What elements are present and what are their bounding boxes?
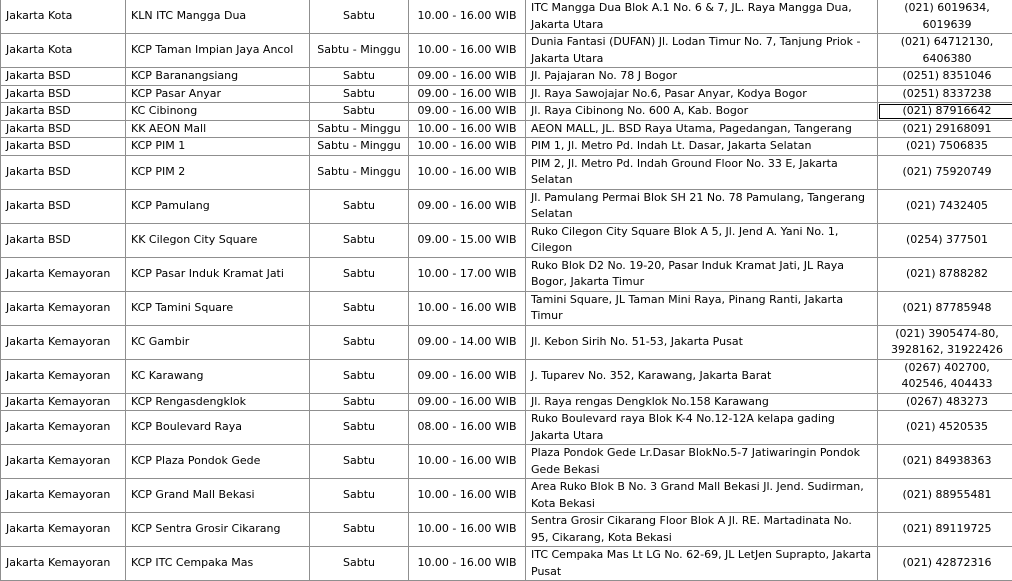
- region-cell[interactable]: Jakarta Kemayoran: [1, 479, 126, 513]
- days-cell[interactable]: Sabtu - Minggu: [310, 138, 409, 156]
- address-cell[interactable]: Tamini Square, JL Taman Mini Raya, Pinang Ranti, Jakarta Timur: [526, 291, 878, 325]
- days-cell[interactable]: Sabtu: [310, 257, 409, 291]
- hours-cell[interactable]: 10.00 - 16.00 WIB: [409, 120, 526, 138]
- phone-cell[interactable]: (021) 29168091: [878, 120, 1012, 138]
- table-row: [1, 325, 1012, 359]
- days-cell[interactable]: Sabtu: [310, 85, 409, 103]
- table-row: [1, 257, 1012, 291]
- table-row: [1, 120, 1012, 138]
- branch-cell[interactable]: KCP Plaza Pondok Gede: [126, 445, 310, 479]
- days-cell[interactable]: Sabtu: [310, 291, 409, 325]
- days-cell[interactable]: Sabtu: [310, 393, 409, 411]
- phone-cell[interactable]: (021) 88955481: [878, 479, 1012, 513]
- hours-cell[interactable]: 10.00 - 16.00 WIB: [409, 479, 526, 513]
- address-cell[interactable]: PIM 2, Jl. Metro Pd. Indah Ground Floor No. 33 E, Jakarta Selatan: [526, 155, 878, 189]
- phone-cell[interactable]: (021) 42872316: [878, 547, 1012, 581]
- region-cell[interactable]: Jakarta Kemayoran: [1, 411, 126, 445]
- phone-cell[interactable]: (021) 7432405: [878, 189, 1012, 223]
- phone-cell[interactable]: (0254) 377501: [878, 223, 1012, 257]
- hours-cell[interactable]: 09.00 - 16.00 WIB: [409, 393, 526, 411]
- branch-cell[interactable]: KC Gambir: [126, 325, 310, 359]
- phone-cell[interactable]: (021) 89119725: [878, 513, 1012, 547]
- branch-cell[interactable]: KCP Boulevard Raya: [126, 411, 310, 445]
- days-cell[interactable]: Sabtu: [310, 223, 409, 257]
- hours-cell[interactable]: 10.00 - 16.00 WIB: [409, 138, 526, 156]
- table-row: [1, 291, 1012, 325]
- address-cell[interactable]: Jl. Kebon Sirih No. 51-53, Jakarta Pusat: [526, 325, 878, 359]
- table-row: [1, 359, 1012, 393]
- phone-cell[interactable]: (021) 8788282: [878, 257, 1012, 291]
- phone-cell[interactable]: (021) 84938363: [878, 445, 1012, 479]
- days-cell[interactable]: Sabtu - Minggu: [310, 34, 409, 68]
- table-body: [1, 0, 1012, 581]
- days-cell[interactable]: Sabtu: [310, 513, 409, 547]
- days-cell[interactable]: Sabtu: [310, 359, 409, 393]
- phone-cell[interactable]: (021) 6019634, 6019639: [878, 0, 1012, 34]
- days-cell[interactable]: Sabtu - Minggu: [310, 155, 409, 189]
- phone-cell[interactable]: (021) 64712130, 6406380: [878, 34, 1012, 68]
- hours-cell[interactable]: 10.00 - 16.00 WIB: [409, 155, 526, 189]
- region-cell[interactable]: Jakarta BSD: [1, 155, 126, 189]
- branch-cell[interactable]: KCP Taman Impian Jaya Ancol: [126, 34, 310, 68]
- days-cell[interactable]: Sabtu: [310, 445, 409, 479]
- region-cell[interactable]: Jakarta BSD: [1, 68, 126, 86]
- branch-cell[interactable]: KCP Pamulang: [126, 189, 310, 223]
- branch-cell[interactable]: KC Karawang: [126, 359, 310, 393]
- table-row: [1, 445, 1012, 479]
- branch-cell[interactable]: KCP ITC Cempaka Mas: [126, 547, 310, 581]
- branch-cell[interactable]: KCP Rengasdengklok: [126, 393, 310, 411]
- hours-cell[interactable]: 09.00 - 15.00 WIB: [409, 223, 526, 257]
- region-cell[interactable]: Jakarta BSD: [1, 223, 126, 257]
- address-cell[interactable]: Jl. Raya Cibinong No. 600 A, Kab. Bogor: [526, 103, 878, 121]
- phone-cell[interactable]: (0251) 8337238: [878, 85, 1012, 103]
- branch-cell[interactable]: KLN ITC Mangga Dua: [126, 0, 310, 34]
- table-row: [1, 479, 1012, 513]
- branch-cell[interactable]: KC Cibinong: [126, 103, 310, 121]
- hours-cell[interactable]: 09.00 - 16.00 WIB: [409, 189, 526, 223]
- region-cell[interactable]: Jakarta BSD: [1, 138, 126, 156]
- address-cell[interactable]: ITC Mangga Dua Blok A.1 No. 6 & 7, JL. Raya Mangga Dua, Jakarta Utara: [526, 0, 878, 34]
- region-cell[interactable]: Jakarta Kemayoran: [1, 445, 126, 479]
- hours-cell[interactable]: 10.00 - 16.00 WIB: [409, 0, 526, 34]
- table-row: [1, 223, 1012, 257]
- table-row: [1, 155, 1012, 189]
- branch-cell[interactable]: KCP PIM 2: [126, 155, 310, 189]
- days-cell[interactable]: Sabtu: [310, 189, 409, 223]
- phone-cell[interactable]: (021) 75920749: [878, 155, 1012, 189]
- region-cell[interactable]: Jakarta Kemayoran: [1, 393, 126, 411]
- address-cell[interactable]: Dunia Fantasi (DUFAN) Jl. Lodan Timur No. 7, Tanjung Priok - Jakarta Utara: [526, 34, 878, 68]
- hours-cell[interactable]: 10.00 - 16.00 WIB: [409, 547, 526, 581]
- hours-cell[interactable]: 09.00 - 16.00 WIB: [409, 103, 526, 121]
- hours-cell[interactable]: 10.00 - 17.00 WIB: [409, 257, 526, 291]
- branch-cell[interactable]: KK Cilegon City Square: [126, 223, 310, 257]
- branch-cell[interactable]: KCP Pasar Anyar: [126, 85, 310, 103]
- days-cell[interactable]: Sabtu: [310, 68, 409, 86]
- branch-cell[interactable]: KCP Baranangsiang: [126, 68, 310, 86]
- region-cell[interactable]: Jakarta BSD: [1, 85, 126, 103]
- region-cell[interactable]: Jakarta Kemayoran: [1, 513, 126, 547]
- hours-cell[interactable]: 10.00 - 16.00 WIB: [409, 34, 526, 68]
- phone-cell[interactable]: (021) 3905474-80, 3928162, 31922426: [878, 325, 1012, 359]
- table-row: [1, 513, 1012, 547]
- days-cell[interactable]: Sabtu: [310, 325, 409, 359]
- branch-cell[interactable]: KCP Grand Mall Bekasi: [126, 479, 310, 513]
- phone-cell[interactable]: (0267) 402700, 402546, 404433: [878, 359, 1012, 393]
- region-cell[interactable]: Jakarta Kemayoran: [1, 291, 126, 325]
- region-cell[interactable]: Jakarta Kemayoran: [1, 325, 126, 359]
- days-cell[interactable]: Sabtu: [310, 103, 409, 121]
- region-cell[interactable]: Jakarta BSD: [1, 189, 126, 223]
- branch-cell[interactable]: KCP Pasar Induk Kramat Jati: [126, 257, 310, 291]
- table-row: [1, 393, 1012, 411]
- table-row: [1, 103, 1012, 121]
- phone-cell[interactable]: (021) 87785948: [878, 291, 1012, 325]
- table-row: [1, 34, 1012, 68]
- branch-cell[interactable]: KCP PIM 1: [126, 138, 310, 156]
- hours-cell[interactable]: 10.00 - 16.00 WIB: [409, 291, 526, 325]
- phone-cell[interactable]: (021) 4520535: [878, 411, 1012, 445]
- hours-cell[interactable]: 09.00 - 16.00 WIB: [409, 359, 526, 393]
- phone-cell[interactable]: (0251) 8351046: [878, 68, 1012, 86]
- table-row: [1, 411, 1012, 445]
- address-cell[interactable]: Ruko Blok D2 No. 19-20, Pasar Induk Kramat Jati, JL Raya Bogor, Jakarta Timur: [526, 257, 878, 291]
- table-row: [1, 68, 1012, 86]
- table-row: [1, 85, 1012, 103]
- hours-cell[interactable]: 08.00 - 16.00 WIB: [409, 411, 526, 445]
- address-cell[interactable]: ITC Cempaka Mas Lt LG No. 62-69, JL LetJen Suprapto, Jakarta Pusat: [526, 547, 878, 581]
- branch-cell[interactable]: KCP Sentra Grosir Cikarang: [126, 513, 310, 547]
- address-cell[interactable]: Plaza Pondok Gede Lr.Dasar BlokNo.5-7 Jatiwaringin Pondok Gede Bekasi: [526, 445, 878, 479]
- address-cell[interactable]: Area Ruko Blok B No. 3 Grand Mall Bekasi Jl. Jend. Sudirman, Kota Bekasi: [526, 479, 878, 513]
- address-cell[interactable]: Ruko Boulevard raya Blok K-4 No.12-12A kelapa gading Jakarta Utara: [526, 411, 878, 445]
- region-cell[interactable]: Jakarta BSD: [1, 120, 126, 138]
- hours-cell[interactable]: 09.00 - 14.00 WIB: [409, 325, 526, 359]
- days-cell[interactable]: Sabtu: [310, 547, 409, 581]
- region-cell[interactable]: Jakarta Kota: [1, 34, 126, 68]
- address-cell[interactable]: J. Tuparev No. 352, Karawang, Jakarta Barat: [526, 359, 878, 393]
- address-cell[interactable]: Ruko Cilegon City Square Blok A 5, Jl. Jend A. Yani No. 1, Cilegon: [526, 223, 878, 257]
- days-cell[interactable]: Sabtu: [310, 411, 409, 445]
- phone-cell[interactable]: (021) 87916642: [878, 103, 1012, 121]
- hours-cell[interactable]: 10.00 - 16.00 WIB: [409, 513, 526, 547]
- table-row: [1, 0, 1012, 34]
- days-cell[interactable]: Sabtu - Minggu: [310, 120, 409, 138]
- branch-cell[interactable]: KCP Tamini Square: [126, 291, 310, 325]
- address-cell[interactable]: PIM 1, Jl. Metro Pd. Indah Lt. Dasar, Jakarta Selatan: [526, 138, 878, 156]
- region-cell[interactable]: Jakarta Kemayoran: [1, 257, 126, 291]
- phone-cell[interactable]: (0267) 483273: [878, 393, 1012, 411]
- region-cell[interactable]: Jakarta Kota: [1, 0, 126, 34]
- address-cell[interactable]: Jl. Pajajaran No. 78 J Bogor: [526, 68, 878, 86]
- address-cell[interactable]: Jl. Raya rengas Dengklok No.158 Karawang: [526, 393, 878, 411]
- hours-cell[interactable]: 09.00 - 16.00 WIB: [409, 68, 526, 86]
- table-row: [1, 189, 1012, 223]
- hours-cell[interactable]: 10.00 - 16.00 WIB: [409, 445, 526, 479]
- address-cell[interactable]: AEON MALL, JL. BSD Raya Utama, Pagedangan, Tangerang: [526, 120, 878, 138]
- address-cell[interactable]: Jl. Pamulang Permai Blok SH 21 No. 78 Pamulang, Tangerang Selatan: [526, 189, 878, 223]
- days-cell[interactable]: Sabtu: [310, 0, 409, 34]
- region-cell[interactable]: Jakarta Kemayoran: [1, 547, 126, 581]
- region-cell[interactable]: Jakarta Kemayoran: [1, 359, 126, 393]
- branch-cell[interactable]: KK AEON Mall: [126, 120, 310, 138]
- region-cell[interactable]: Jakarta BSD: [1, 103, 126, 121]
- address-cell[interactable]: Jl. Raya Sawojajar No.6, Pasar Anyar, Kodya Bogor: [526, 85, 878, 103]
- address-cell[interactable]: Sentra Grosir Cikarang Floor Blok A Jl. RE. Martadinata No. 95, Cikarang, Kota Bekasi: [526, 513, 878, 547]
- days-cell[interactable]: Sabtu: [310, 479, 409, 513]
- hours-cell[interactable]: 09.00 - 16.00 WIB: [409, 85, 526, 103]
- phone-cell[interactable]: (021) 7506835: [878, 138, 1012, 156]
- table-row: [1, 138, 1012, 156]
